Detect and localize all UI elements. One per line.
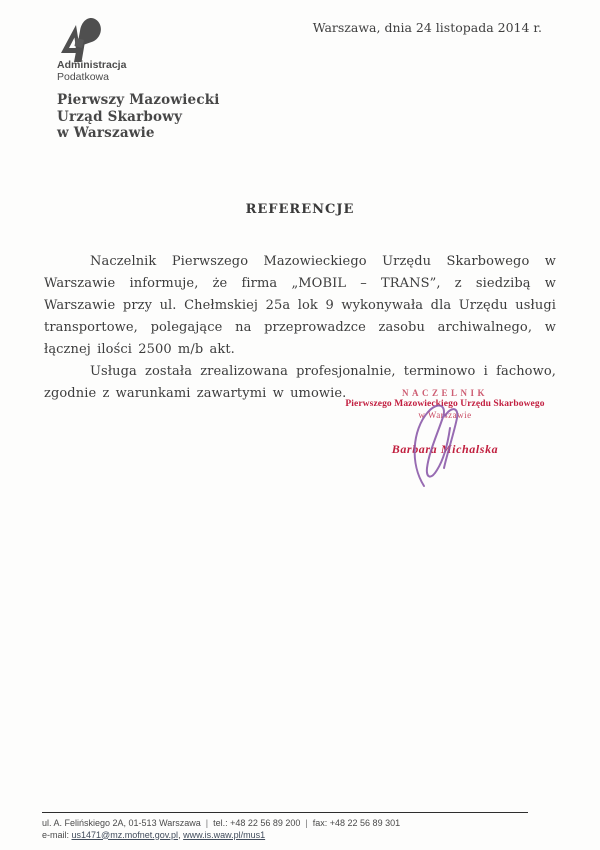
footer-web-line — [42, 830, 528, 842]
stamp-office-line: Pierwszego Mazowieckiego Urzędu Skarbowego — [345, 399, 545, 409]
document-title: REFERENCJE — [245, 202, 355, 217]
footer — [42, 812, 528, 841]
footer-tel: tel.: +48 22 56 89 200 — [213, 818, 301, 828]
footer-email-label: e-mail: — [42, 829, 70, 840]
footer-comma: , — [178, 829, 181, 840]
footer-rule — [42, 812, 528, 813]
footer-website-link: www.is.waw.pl/mus1 — [183, 829, 266, 840]
office-name-line2: Urząd Skarbowy — [57, 108, 183, 125]
tax-administration-logo-icon — [57, 16, 103, 62]
stamp-role-line: NACZELNIK — [401, 388, 488, 398]
footer-separator: | — [305, 818, 308, 828]
body-paragraph-2: Usługa została zrealizowana profesjonalnie, terminowo i fachowo, zgodnie z warunkami zawartymi w umowie. — [44, 364, 556, 401]
office-name-line1: Pierwszy Mazowiecki — [57, 92, 220, 108]
stamp-city-line: w Warszawie — [418, 410, 472, 420]
date-line: Warszawa, dnia 24 listopada 2014 r. — [312, 20, 542, 35]
footer-email-link: us1471@mz.mofnet.gov.pl — [71, 829, 179, 840]
footer-address: ul. A. Felińskiego 2A, 01-513 Warszawa — [42, 818, 201, 828]
footer-contact-line — [42, 818, 528, 830]
office-name-line3: w Warszawie — [57, 125, 155, 141]
letterhead-office-name — [57, 92, 220, 142]
org-name-line2: Podatkowa — [57, 70, 109, 83]
footer-fax: fax: +48 22 56 89 301 — [312, 818, 401, 828]
org-name — [57, 60, 126, 83]
footer-separator: | — [205, 818, 209, 828]
letter-body — [44, 251, 556, 405]
signatory-name: Barbara Michalska — [391, 442, 499, 456]
org-name-line1: Administracja — [57, 59, 127, 71]
body-paragraph-1: Naczelnik Pierwszego Mazowieckiego Urzędu Skarbowego w Warszawie informuje, że firma „MOBIL – TRANS”, z siedzibą w Warszawie przy ul. Chełmskiej 25a lok 9 wykonywała dla Urzędu usługi transportowe, polegające na przeprowadzce zasobu archiwalnego, w łącznej ilości 2500 m/b akt. — [44, 254, 556, 357]
handwritten-signature-icon — [398, 402, 486, 488]
